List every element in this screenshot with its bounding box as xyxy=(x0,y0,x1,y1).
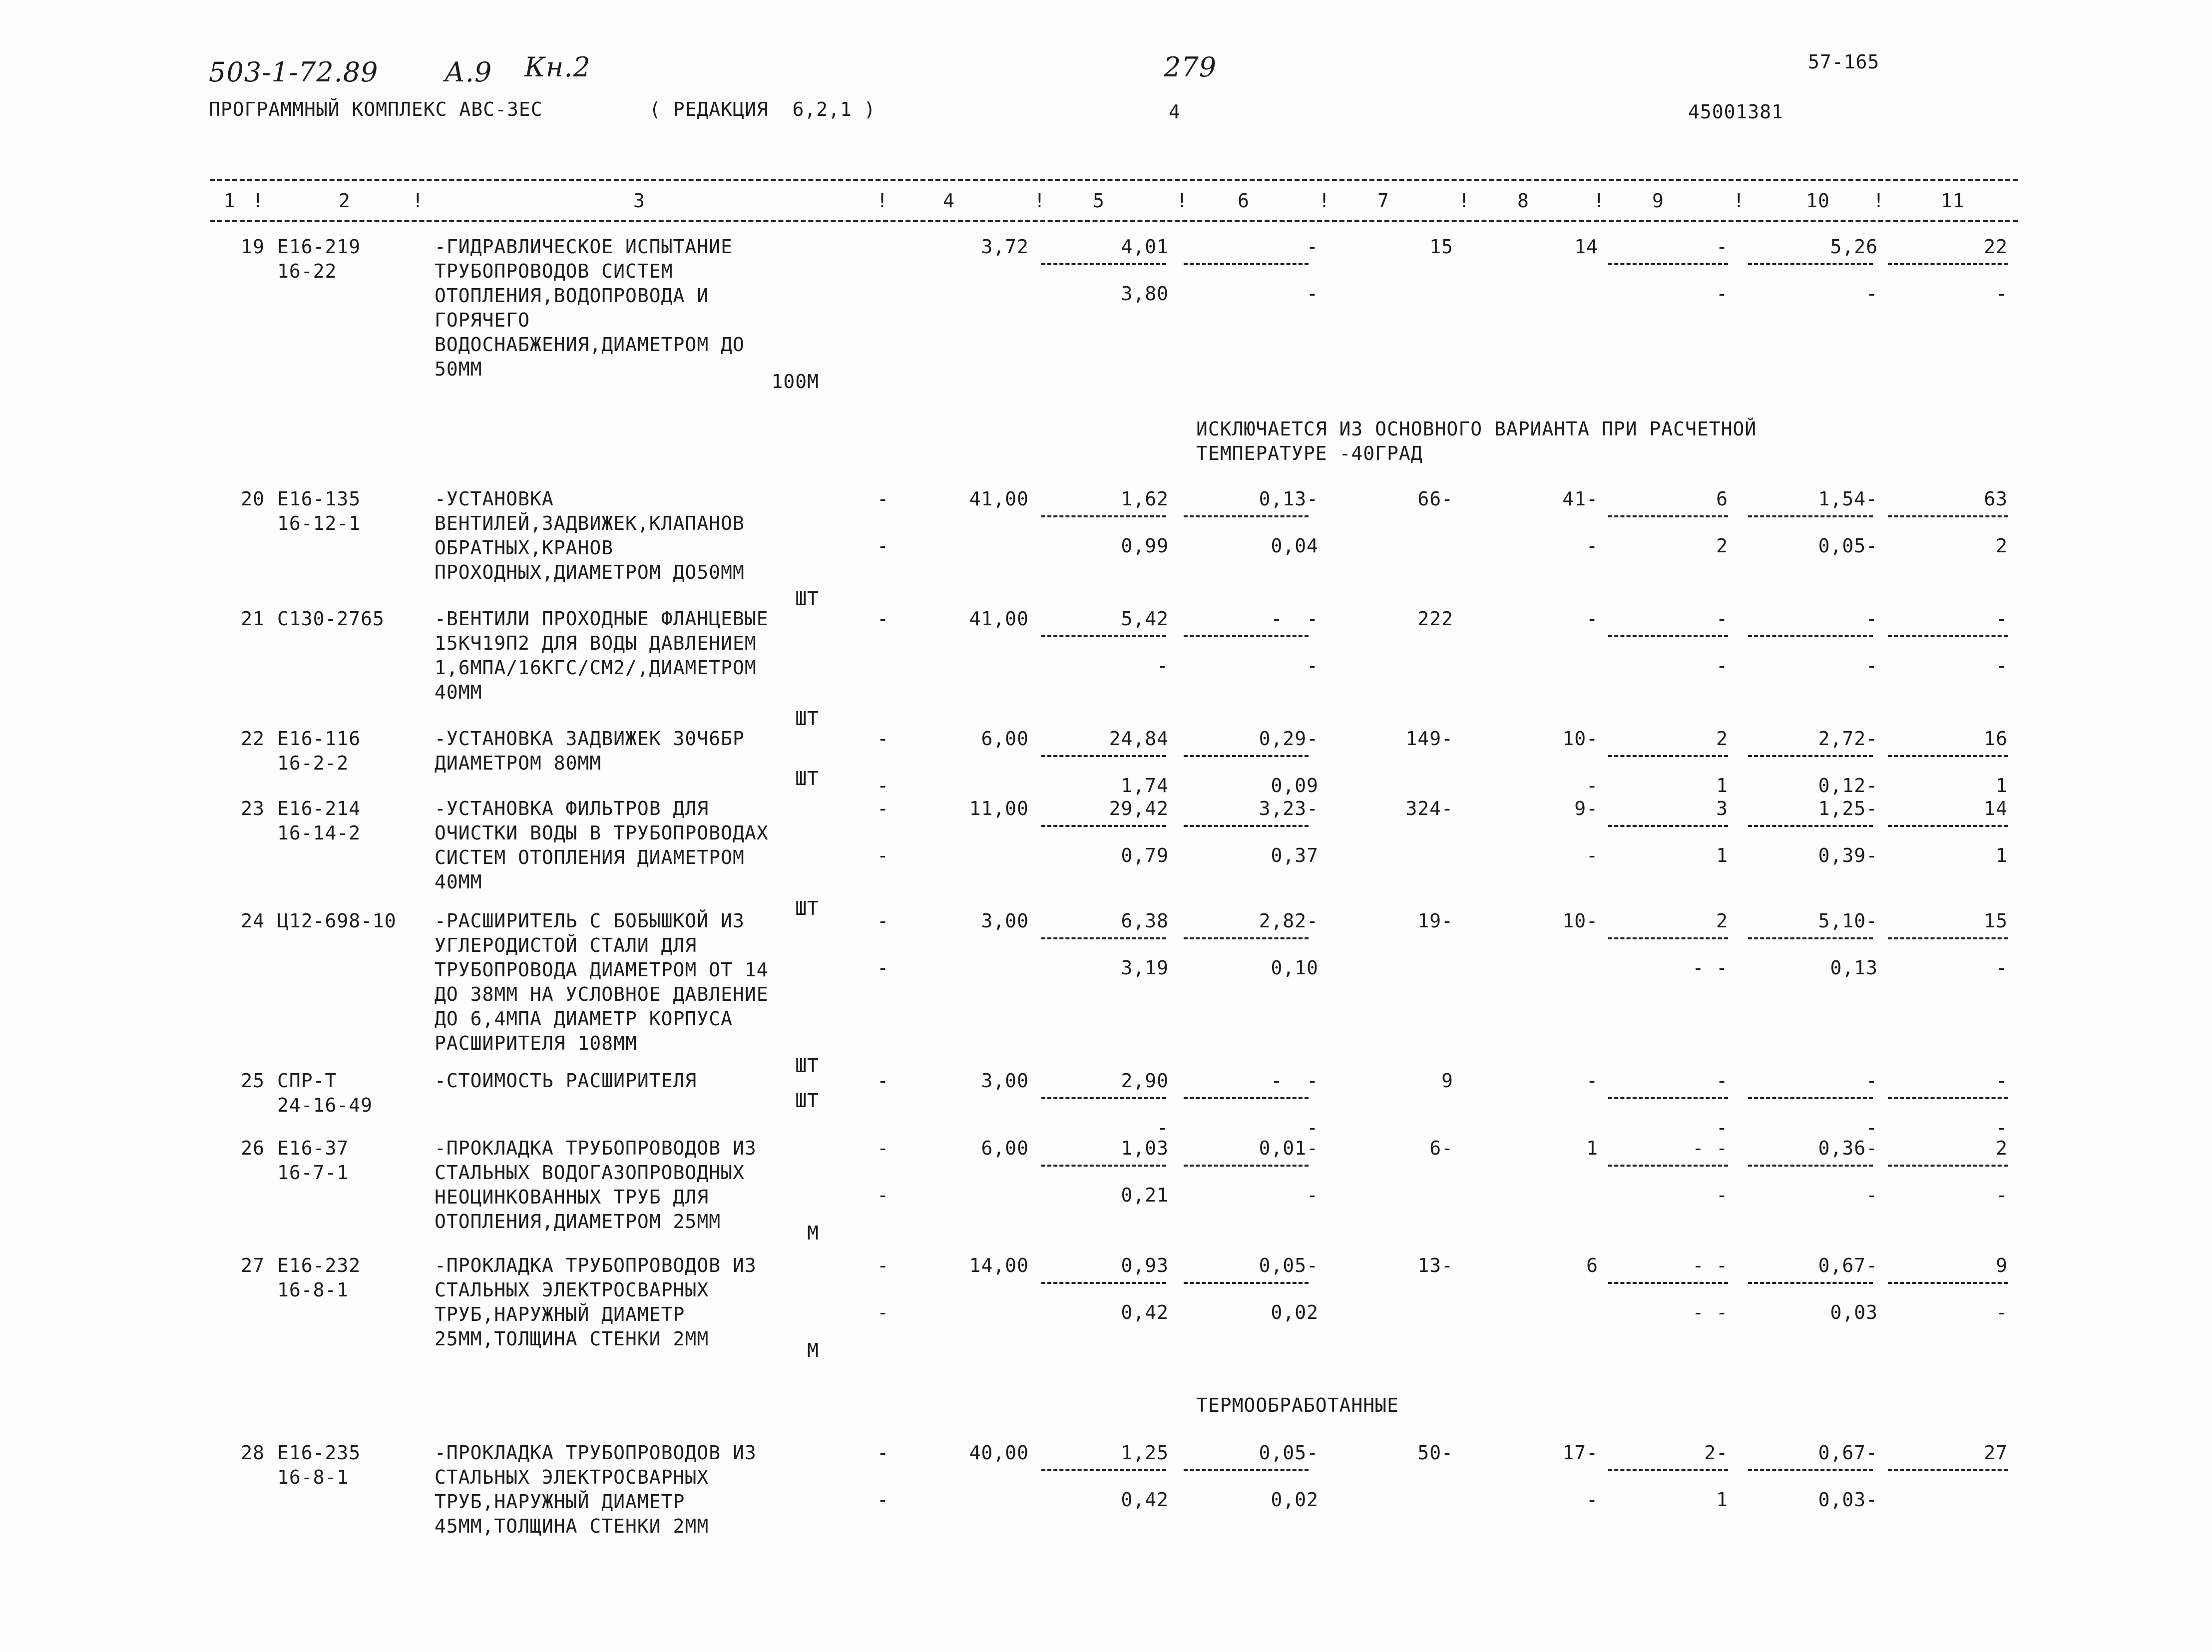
rate-code: Е16-232 16-8-1 xyxy=(277,1254,361,1301)
value-c4b: 6,00 xyxy=(981,1137,1029,1159)
value-c4c: - xyxy=(877,535,889,557)
value-c9a: - xyxy=(1716,608,1728,630)
subtotal-rule xyxy=(1888,515,2008,517)
value-c4a: - xyxy=(877,910,889,932)
subtotal-rule xyxy=(1608,515,1728,517)
value-c9a: - - xyxy=(1692,1137,1728,1159)
value-c4b: 11,00 xyxy=(969,798,1029,820)
unit-of-measure: ШТ xyxy=(795,897,819,919)
value-c11a: 14 xyxy=(1984,798,2008,820)
work-description: -ВЕНТИЛИ ПРОХОДНЫЕ ФЛАНЦЕВЫЕ 15КЧ19П2 ДЛЯ ВОДЫ ДАВЛЕНИЕМ 1,6МПА/16КГС/СМ2/,ДИАМЕТРОМ 40ММ xyxy=(435,608,769,703)
value-c9a: - xyxy=(1716,1070,1728,1092)
rate-code: Е16-219 16-22 xyxy=(277,236,361,282)
subtotal-rule xyxy=(1041,755,1166,757)
subtotal-rule xyxy=(1748,263,1873,265)
work-description: -ГИДРАВЛИЧЕСКОЕ ИСПЫТАНИЕ ТРУБОПРОВОДОВ СИСТЕМ ОТОПЛЕНИЯ,ВОДОПРОВОДА И ГОРЯЧЕГО ВОДОСНАБЖЕНИЯ,ДИАМЕТРОМ ДО 50ММ xyxy=(435,236,745,380)
rate-code: Е16-37 16-7-1 xyxy=(277,1137,349,1184)
value-c6a: 0,05- xyxy=(1259,1254,1319,1276)
value-c9a: - xyxy=(1716,236,1728,258)
value-c5a: 1,03 xyxy=(1121,1137,1169,1159)
value-c10b: - xyxy=(1866,283,1878,305)
value-c10b: - xyxy=(1866,1117,1878,1139)
value-c7: 6- xyxy=(1429,1137,1453,1159)
value-c8: 14 xyxy=(1574,236,1598,258)
row-number: 27 xyxy=(241,1254,265,1276)
work-description: -ПРОКЛАДКА ТРУБОПРОВОДОВ ИЗ СТАЛЬНЫХ ЭЛЕКТРОСВАРНЫХ ТРУБ,НАРУЖНЫЙ ДИАМЕТР 25ММ,ТОЛЩИНА СТЕНКИ 2ММ xyxy=(435,1254,757,1350)
value-c6a: 0,13- xyxy=(1259,488,1319,510)
row-number: 28 xyxy=(241,1442,265,1464)
value-c4c: - xyxy=(877,1184,889,1206)
value-c11b: - xyxy=(1996,1184,2008,1206)
value-c10b: 0,12- xyxy=(1818,775,1878,797)
rate-code: Е16-214 16-14-2 xyxy=(277,798,361,844)
value-c9a: - - xyxy=(1692,1254,1728,1276)
work-description: -УСТАНОВКА ЗАДВИЖЕК 30Ч6БР ДИАМЕТРОМ 80ММ xyxy=(435,728,745,774)
column-separator: ! xyxy=(1733,190,1745,212)
value-c4a: - xyxy=(877,728,889,750)
value-c5a: 1,25 xyxy=(1121,1442,1169,1464)
value-c8: 10- xyxy=(1562,728,1598,750)
value-c8b: - xyxy=(1586,1489,1598,1511)
subtotal-rule xyxy=(1608,755,1728,757)
row-number: 25 xyxy=(241,1070,265,1092)
value-c9b: 1 xyxy=(1716,1489,1728,1511)
subtotal-rule xyxy=(1184,1097,1309,1099)
value-c8b: - xyxy=(1586,844,1598,866)
value-c5a: 4,01 xyxy=(1121,236,1169,258)
column-number: 4 xyxy=(943,190,955,212)
row-number: 20 xyxy=(241,488,265,510)
value-c11a: 15 xyxy=(1984,910,2008,932)
value-c10a: - xyxy=(1866,608,1878,630)
unit-of-measure: М xyxy=(807,1222,819,1244)
subtotal-rule xyxy=(1608,263,1728,265)
value-c10a: 1,25- xyxy=(1818,798,1878,820)
value-c6b: 0,37 xyxy=(1271,844,1319,866)
value-c11a: - xyxy=(1996,1070,2008,1092)
rate-code: Ц12-698-10 xyxy=(277,910,397,932)
value-c5a: 0,93 xyxy=(1121,1254,1169,1276)
value-c8: 41- xyxy=(1562,488,1598,510)
row-number: 22 xyxy=(241,728,265,750)
value-c10b: - xyxy=(1866,1184,1878,1206)
value-c6a: - - xyxy=(1271,608,1319,630)
unit-of-measure: ШТ xyxy=(795,1090,819,1112)
row-number: 24 xyxy=(241,910,265,932)
subtotal-rule xyxy=(1184,515,1309,517)
value-c7: 15 xyxy=(1429,236,1453,258)
subtotal-rule xyxy=(1888,755,2008,757)
value-c6a: 3,23- xyxy=(1259,798,1319,820)
unit-of-measure: ШТ xyxy=(795,588,819,610)
value-c6a: 2,82- xyxy=(1259,910,1319,932)
value-c11b: - xyxy=(1996,1117,2008,1139)
handwritten-album: А.9 xyxy=(444,56,492,88)
column-separator: ! xyxy=(1873,190,1885,212)
value-c6b: 0,10 xyxy=(1271,957,1319,979)
subtotal-rule xyxy=(1888,937,2008,939)
rate-code: С130-2765 xyxy=(277,608,385,630)
value-c7: 13- xyxy=(1417,1254,1453,1276)
value-c10a: 5,26 xyxy=(1830,236,1878,258)
value-c10b: - xyxy=(1866,655,1878,677)
value-c4a: - xyxy=(877,1137,889,1159)
subtotal-rule xyxy=(1888,1469,2008,1471)
value-c8: 6 xyxy=(1586,1254,1598,1276)
subtotal-rule xyxy=(1184,263,1309,265)
value-c9b: - xyxy=(1716,1184,1728,1206)
value-c9b: - xyxy=(1716,655,1728,677)
subtotal-rule xyxy=(1041,937,1166,939)
work-description: -СТОИМОСТЬ РАСШИРИТЕЛЯ xyxy=(435,1070,697,1092)
subtotal-rule xyxy=(1748,1097,1873,1099)
subtotal-rule xyxy=(1888,263,2008,265)
rate-code: Е16-116 16-2-2 xyxy=(277,728,361,774)
subtotal-rule xyxy=(1748,755,1873,757)
value-c6b: 0,02 xyxy=(1271,1301,1319,1323)
value-c11b: 1 xyxy=(1996,844,2008,866)
edition: ( РЕДАКЦИЯ 6,2,1 ) xyxy=(649,98,876,120)
row-number: 21 xyxy=(241,608,265,630)
subtotal-rule xyxy=(1041,515,1166,517)
value-c4a: - xyxy=(877,488,889,510)
row-number: 23 xyxy=(241,798,265,820)
value-c11b: - xyxy=(1996,655,2008,677)
value-c5a: 1,62 xyxy=(1121,488,1169,510)
handwritten-code: 503-1-72.89 xyxy=(209,56,379,88)
value-c6b: 0,09 xyxy=(1271,775,1319,797)
subtotal-rule xyxy=(1888,825,2008,827)
value-c5b: 0,79 xyxy=(1121,844,1169,866)
subtotal-rule xyxy=(1184,1282,1309,1284)
value-c5a: 24,84 xyxy=(1109,728,1169,750)
value-c4a: - xyxy=(877,1254,889,1276)
value-c9a: 6 xyxy=(1716,488,1728,510)
value-c10b: 0,13 xyxy=(1830,957,1878,979)
unit-of-measure: М xyxy=(807,1339,819,1361)
value-c9b: 1 xyxy=(1716,844,1728,866)
subtotal-rule xyxy=(1748,515,1873,517)
subtotal-rule xyxy=(1041,263,1166,265)
column-separator: ! xyxy=(1458,190,1470,212)
subtotal-rule xyxy=(1041,1097,1166,1099)
value-c11a: 2 xyxy=(1996,1137,2008,1159)
page-number: 4 xyxy=(1169,101,1181,123)
value-c8b: - xyxy=(1586,775,1598,797)
value-c5a: 2,90 xyxy=(1121,1070,1169,1092)
value-c6a: 0,05- xyxy=(1259,1442,1319,1464)
subtotal-rule xyxy=(1041,635,1166,637)
subtotal-rule xyxy=(1608,1165,1728,1167)
value-c9a: 2 xyxy=(1716,728,1728,750)
header-top-rule xyxy=(210,179,2018,181)
value-c10a: 0,36- xyxy=(1818,1137,1878,1159)
value-c6b: - xyxy=(1307,1117,1319,1139)
value-c10a: - xyxy=(1866,1070,1878,1092)
value-c9a: 3 xyxy=(1716,798,1728,820)
value-c6b: - xyxy=(1307,283,1319,305)
column-separator: ! xyxy=(1593,190,1605,212)
subtotal-rule xyxy=(1184,1469,1309,1471)
subtotal-rule xyxy=(1184,937,1309,939)
value-c10a: 0,67- xyxy=(1818,1442,1878,1464)
column-separator: ! xyxy=(252,190,264,212)
value-c10a: 5,10- xyxy=(1818,910,1878,932)
work-description: -ПРОКЛАДКА ТРУБОПРОВОДОВ ИЗ СТАЛЬНЫХ ВОДОГАЗОПРОВОДНЫХ НЕОЦИНКОВАННЫХ ТРУБ ДЛЯ ОТОПЛЕНИЯ,ДИАМЕТРОМ 25ММ xyxy=(435,1137,757,1233)
value-c11a: 9 xyxy=(1996,1254,2008,1276)
value-c4c: - xyxy=(877,775,889,797)
row-number: 19 xyxy=(241,236,265,258)
value-c5a: 6,38 xyxy=(1121,910,1169,932)
value-c4b: 14,00 xyxy=(969,1254,1029,1276)
value-c11b: - xyxy=(1996,1301,2008,1323)
subtotal-rule xyxy=(1888,1165,2008,1167)
value-c11b: 2 xyxy=(1996,535,2008,557)
value-c4a: - xyxy=(877,608,889,630)
value-c5b: 0,42 xyxy=(1121,1301,1169,1323)
column-number: 1 xyxy=(224,190,236,212)
unit-of-measure: ШТ xyxy=(795,768,819,790)
value-c7: 66- xyxy=(1417,488,1453,510)
value-c10b: 0,39- xyxy=(1818,844,1878,866)
subtotal-rule xyxy=(1608,1282,1728,1284)
value-c6a: 0,29- xyxy=(1259,728,1319,750)
subtotal-rule xyxy=(1748,825,1873,827)
value-c6a: 0,01- xyxy=(1259,1137,1319,1159)
value-c4c: - xyxy=(877,957,889,979)
value-c9b: 2 xyxy=(1716,535,1728,557)
value-c11b: - xyxy=(1996,957,2008,979)
value-c6a: - xyxy=(1307,236,1319,258)
note-excluded: ИСКЛЮЧАЕТСЯ ИЗ ОСНОВНОГО ВАРИАНТА ПРИ РАСЧЕТНОЙ ТЕМПЕРАТУРЕ -40ГРАД xyxy=(1196,418,1757,464)
subtotal-rule xyxy=(1888,635,2008,637)
value-c9b: - - xyxy=(1692,957,1728,979)
value-c11b: 1 xyxy=(1996,775,2008,797)
column-number: 6 xyxy=(1238,190,1250,212)
work-description: -УСТАНОВКА ВЕНТИЛЕЙ,ЗАДВИЖЕК,КЛАПАНОВ ОБРАТНЫХ,КРАНОВ ПРОХОДНЫХ,ДИАМЕТРОМ ДО50ММ xyxy=(435,488,745,583)
value-c5b: 1,74 xyxy=(1121,775,1169,797)
column-separator: ! xyxy=(1176,190,1188,212)
value-c9a: 2 xyxy=(1716,910,1728,932)
value-c4a: - xyxy=(877,798,889,820)
program-title: ПРОГРАММНЫЙ КОМПЛЕКС АВС-ЗЕС xyxy=(209,98,543,120)
value-c8b: - xyxy=(1586,535,1598,557)
rate-code: Е16-135 16-12-1 xyxy=(277,488,361,534)
value-c11a: 16 xyxy=(1984,728,2008,750)
value-c11a: 63 xyxy=(1984,488,2008,510)
subtotal-rule xyxy=(1608,825,1728,827)
unit-of-measure: 100М xyxy=(771,371,819,393)
subtotal-rule xyxy=(1608,937,1728,939)
value-c6b: 0,04 xyxy=(1271,535,1319,557)
value-c4b: 40,00 xyxy=(969,1442,1029,1464)
work-description: -РАСШИРИТЕЛЬ С БОБЫШКОЙ ИЗ УГЛЕРОДИСТОЙ СТАЛИ ДЛЯ ТРУБОПРОВОДА ДИАМЕТРОМ ОТ 14 ДО 38ММ НА УСЛОВНОЕ ДАВЛЕНИЕ ДО 6,4МПА ДИАМЕТР КОРПУСА РАСШИРИТЕЛЯ 108ММ xyxy=(435,910,769,1054)
column-number: 5 xyxy=(1093,190,1105,212)
value-c5b: 3,19 xyxy=(1121,957,1169,979)
value-c9b: - xyxy=(1716,1117,1728,1139)
value-c5a: 5,42 xyxy=(1121,608,1169,630)
value-c5a: 29,42 xyxy=(1109,798,1169,820)
column-number: 9 xyxy=(1652,190,1664,212)
value-c5b: 0,42 xyxy=(1121,1489,1169,1511)
document-id: 45001381 xyxy=(1688,101,1784,123)
subtotal-rule xyxy=(1184,825,1309,827)
subtotal-rule xyxy=(1748,1469,1873,1471)
subtotal-rule xyxy=(1184,635,1309,637)
value-c6a: - - xyxy=(1271,1070,1319,1092)
subtotal-rule xyxy=(1888,1282,2008,1284)
subtotal-rule xyxy=(1748,635,1873,637)
subtotal-rule xyxy=(1041,1282,1166,1284)
value-c11b: - xyxy=(1996,283,2008,305)
subtotal-rule xyxy=(1608,1097,1728,1099)
value-c7: 324- xyxy=(1405,798,1453,820)
column-number: 2 xyxy=(339,190,351,212)
subtotal-rule xyxy=(1608,635,1728,637)
value-c10a: 1,54- xyxy=(1818,488,1878,510)
value-c4b: 3,72 xyxy=(981,236,1029,258)
value-c7: 222 xyxy=(1417,608,1453,630)
value-c4b: 3,00 xyxy=(981,910,1029,932)
value-c5b: 0,21 xyxy=(1121,1184,1169,1206)
subtotal-rule xyxy=(1184,1165,1309,1167)
value-c10b: 0,05- xyxy=(1818,535,1878,557)
value-c8: 10- xyxy=(1562,910,1598,932)
value-c8: 9- xyxy=(1574,798,1598,820)
value-c11a: 22 xyxy=(1984,236,2008,258)
value-c4c: - xyxy=(877,1301,889,1323)
column-separator: ! xyxy=(1034,190,1046,212)
column-number: 8 xyxy=(1517,190,1529,212)
rate-code: Е16-235 16-8-1 xyxy=(277,1442,361,1488)
column-separator: ! xyxy=(877,190,888,212)
value-c10b: 0,03- xyxy=(1818,1489,1878,1511)
value-c4a: - xyxy=(877,1070,889,1092)
value-c11a: - xyxy=(1996,608,2008,630)
value-c6b: 0,02 xyxy=(1271,1489,1319,1511)
value-c10a: 0,67- xyxy=(1818,1254,1878,1276)
value-c9b: 1 xyxy=(1716,775,1728,797)
rate-code: СПР-Т 24-16-49 xyxy=(277,1070,373,1116)
value-c8: 17- xyxy=(1562,1442,1598,1464)
subtotal-rule xyxy=(1888,1097,2008,1099)
value-c4b: 41,00 xyxy=(969,488,1029,510)
value-c9b: - xyxy=(1716,283,1728,305)
value-c7: 19- xyxy=(1417,910,1453,932)
value-c8: - xyxy=(1586,608,1598,630)
subtotal-rule xyxy=(1748,937,1873,939)
value-c5b: - xyxy=(1157,655,1169,677)
value-c7: 149- xyxy=(1405,728,1453,750)
handwritten-book: Кн.2 xyxy=(524,51,591,83)
value-c11a: 27 xyxy=(1984,1442,2008,1464)
row-number: 26 xyxy=(241,1137,265,1159)
sheet-ref: 57-165 xyxy=(1808,51,1880,73)
unit-of-measure: ШТ xyxy=(795,708,819,730)
work-description: -УСТАНОВКА ФИЛЬТРОВ ДЛЯ ОЧИСТКИ ВОДЫ В ТРУБОПРОВОДАХ СИСТЕМ ОТОПЛЕНИЯ ДИАМЕТРОМ 40ММ xyxy=(435,798,769,893)
subtotal-rule xyxy=(1041,1469,1166,1471)
value-c9a: 2- xyxy=(1704,1442,1728,1464)
subtotal-rule xyxy=(1748,1165,1873,1167)
value-c7: 50- xyxy=(1417,1442,1453,1464)
value-c4b: 3,00 xyxy=(981,1070,1029,1092)
note-heat-treated: ТЕРМООБРАБОТАННЫЕ xyxy=(1196,1394,1399,1416)
column-separator: ! xyxy=(412,190,424,212)
column-number: 7 xyxy=(1377,190,1389,212)
value-c5b: 3,80 xyxy=(1121,283,1169,305)
value-c4a: - xyxy=(877,1442,889,1464)
column-separator: ! xyxy=(1319,190,1330,212)
value-c10a: 2,72- xyxy=(1818,728,1878,750)
subtotal-rule xyxy=(1608,1469,1728,1471)
unit-of-measure: ШТ xyxy=(795,1055,819,1077)
subtotal-rule xyxy=(1748,1282,1873,1284)
subtotal-rule xyxy=(1184,755,1309,757)
subtotal-rule xyxy=(1041,1165,1166,1167)
handwritten-page: 279 xyxy=(1164,51,1217,83)
value-c8: 1 xyxy=(1586,1137,1598,1159)
value-c6b: - xyxy=(1307,655,1319,677)
header-bottom-rule xyxy=(210,220,2018,222)
column-number: 10 xyxy=(1806,190,1830,212)
value-c5b: 0,99 xyxy=(1121,535,1169,557)
value-c9b: - - xyxy=(1692,1301,1728,1323)
work-description: -ПРОКЛАДКА ТРУБОПРОВОДОВ ИЗ СТАЛЬНЫХ ЭЛЕКТРОСВАРНЫХ ТРУБ,НАРУЖНЫЙ ДИАМЕТР 45ММ,ТОЛЩИНА СТЕНКИ 2ММ xyxy=(435,1442,757,1537)
value-c4c: - xyxy=(877,1489,889,1511)
value-c4b: 6,00 xyxy=(981,728,1029,750)
column-number: 3 xyxy=(633,190,645,212)
value-c6b: - xyxy=(1307,1184,1319,1206)
subtotal-rule xyxy=(1041,825,1166,827)
value-c5b: - xyxy=(1157,1117,1169,1139)
column-number: 11 xyxy=(1941,190,1965,212)
value-c4b: 41,00 xyxy=(969,608,1029,630)
value-c10b: 0,03 xyxy=(1830,1301,1878,1323)
value-c8: - xyxy=(1586,1070,1598,1092)
value-c7: 9 xyxy=(1441,1070,1453,1092)
value-c4c: - xyxy=(877,844,889,866)
